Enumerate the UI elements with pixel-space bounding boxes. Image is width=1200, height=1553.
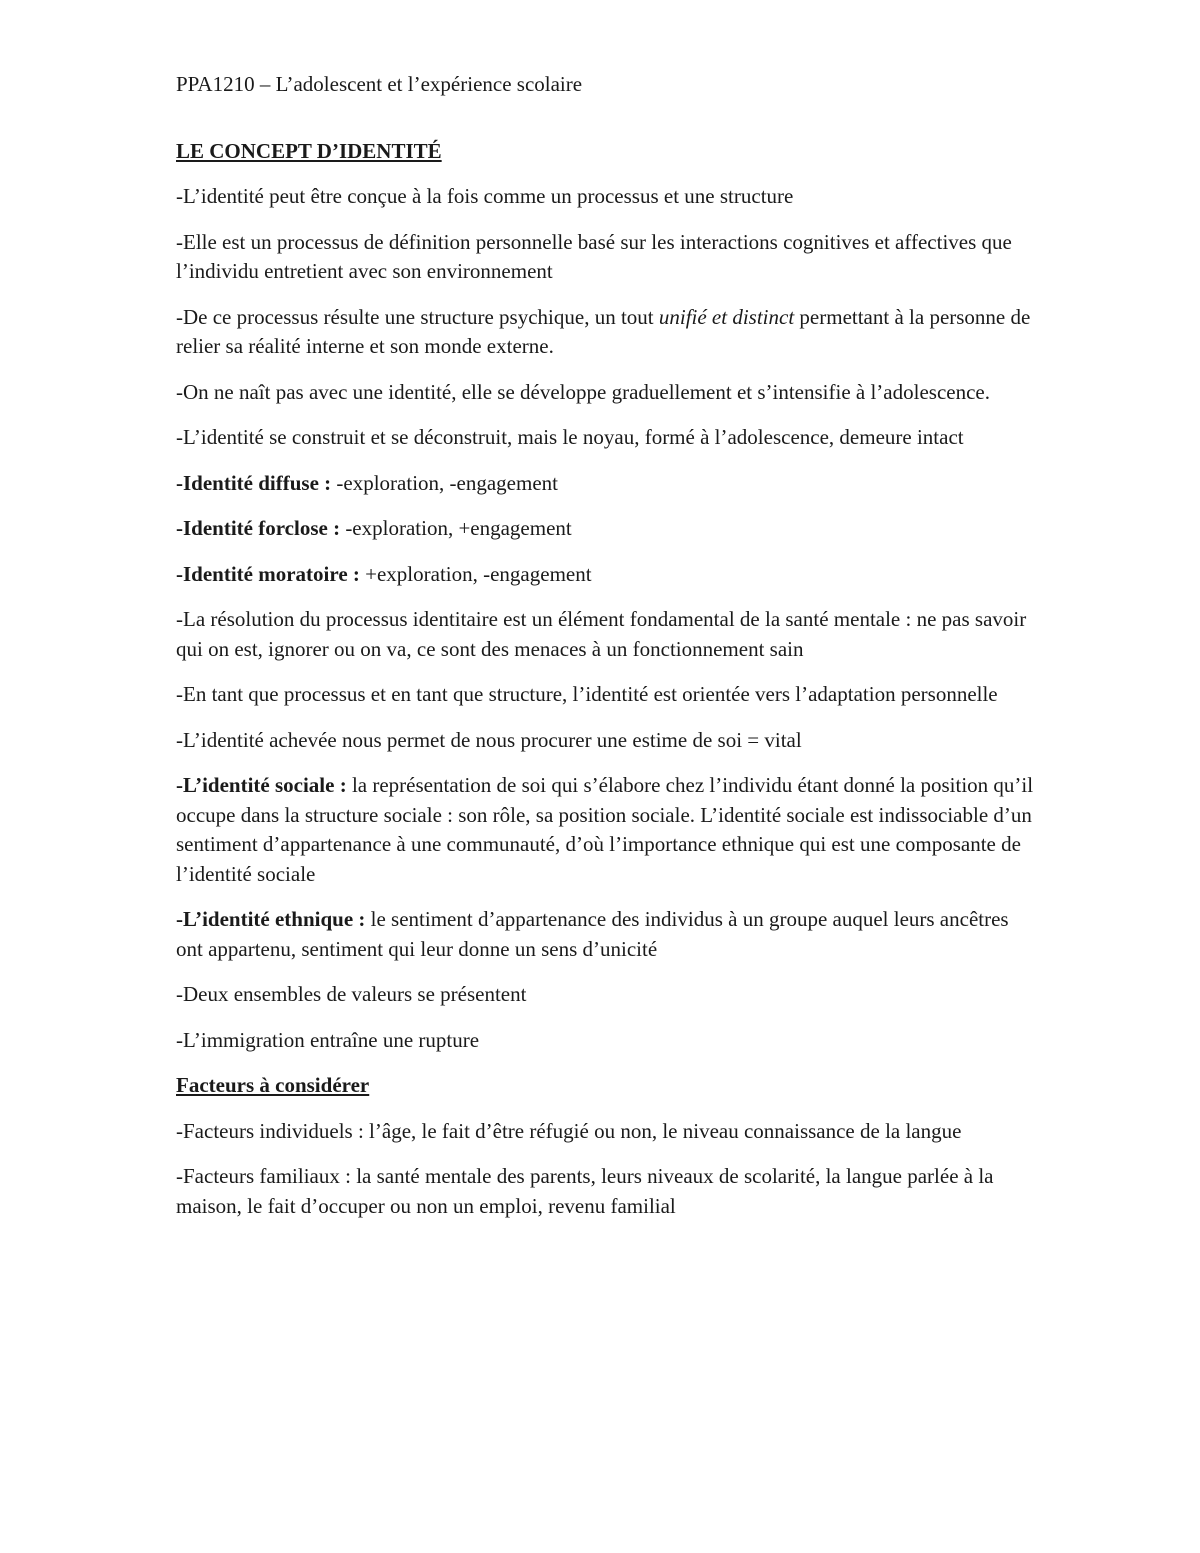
paragraph-facteurs-familiaux: -Facteurs familiaux : la santé mentale des parents, leurs niveaux de scolarité, la langue parlée à la maison, le fait d’occuper ou non un emploi, revenu familial — [176, 1164, 994, 1218]
definition-identite-forclose: -exploration, +engagement — [340, 516, 572, 540]
paragraph-1: -L’identité peut être conçue à la fois comme un processus et une structure — [176, 184, 794, 208]
paragraph-facteurs-individuels: -Facteurs individuels : l’âge, le fait d’être réfugié ou non, le niveau connaissance de la langue — [176, 1118, 962, 1143]
paragraph-identite-sociale — [176, 771, 1036, 889]
paragraph-15: -L’immigration entraîne une rupture — [176, 1027, 480, 1052]
definition-identite-moratoire: +exploration, -engagement — [359, 561, 592, 586]
document-page — [176, 70, 1036, 1237]
definition-identite-sociale: la représentation de soi qui s’élabore chez l’individu étant donné la position qu’il occupe dans la structure sociale : son rôle, sa position sociale. L’identité sociale est indissociable d’un sentiment d’appartenance à une communauté, d’où l’importance ethnique qui est une composante de l’identité sociale — [176, 773, 1034, 886]
paragraph-3-text-start: -De ce processus résulte une structure psychique, un tout — [176, 304, 659, 329]
term-identite-ethnique: -L’identité ethnique : — [176, 907, 366, 931]
term-identite-diffuse: -Identité diffuse : — [176, 470, 332, 495]
paragraph-4: -On ne naît pas avec une identité, elle se développe graduellement et s’intensifie à l’adolescence. — [176, 379, 990, 404]
paragraph-5: -L’identité se construit et se déconstruit, mais le noyau, formé à l’adolescence, demeure intact — [176, 425, 964, 449]
section-title-identity: LE CONCEPT D’IDENTITÉ — [176, 138, 442, 163]
paragraph-10: -En tant que processus et en tant que structure, l’identité est orientée vers l’adaptation personnelle — [176, 682, 998, 706]
paragraph-3 — [176, 303, 1036, 362]
section-title-facteurs: Facteurs à considérer — [176, 1073, 370, 1097]
paragraph-identite-diffuse — [176, 469, 1036, 499]
paragraph-identite-ethnique — [176, 905, 1036, 964]
term-identite-moratoire: -Identité moratoire : — [176, 561, 360, 586]
paragraph-14: -Deux ensembles de valeurs se présentent — [176, 982, 527, 1006]
definition-identite-diffuse: -exploration, -engagement — [331, 470, 558, 495]
document-header: PPA1210 – L’adolescent et l’expérience scolaire — [176, 72, 583, 96]
paragraph-2: -Elle est un processus de définition personnelle basé sur les interactions cognitives et affectives que l’individu entretient avec son environnement — [176, 229, 1012, 283]
paragraph-11: -L’identité achevée nous permet de nous procurer une estime de soi = vital — [176, 727, 802, 752]
definition-identite-ethnique: le sentiment d’appartenance des individus à un groupe auquel leurs ancêtres ont appartenu, sentiment qui leur donne un sens d’unicité — [176, 907, 1009, 961]
paragraph-identite-forclose — [176, 514, 1036, 544]
paragraph-3-text-end: permettant à la personne de relier sa réalité interne et son monde externe. — [176, 304, 1031, 358]
term-identite-forclose: -Identité forclose : — [176, 516, 341, 540]
paragraph-9: -La résolution du processus identitaire est un élément fondamental de la santé mentale : ne pas savoir qui on est, ignorer ou on va, ce sont des menaces à un fonctionnement sain — [176, 607, 1027, 661]
paragraph-3-italic: unifié et distinct — [658, 304, 795, 329]
paragraph-identite-moratoire — [176, 560, 1036, 590]
term-identite-sociale: -L’identité sociale : — [176, 773, 347, 797]
